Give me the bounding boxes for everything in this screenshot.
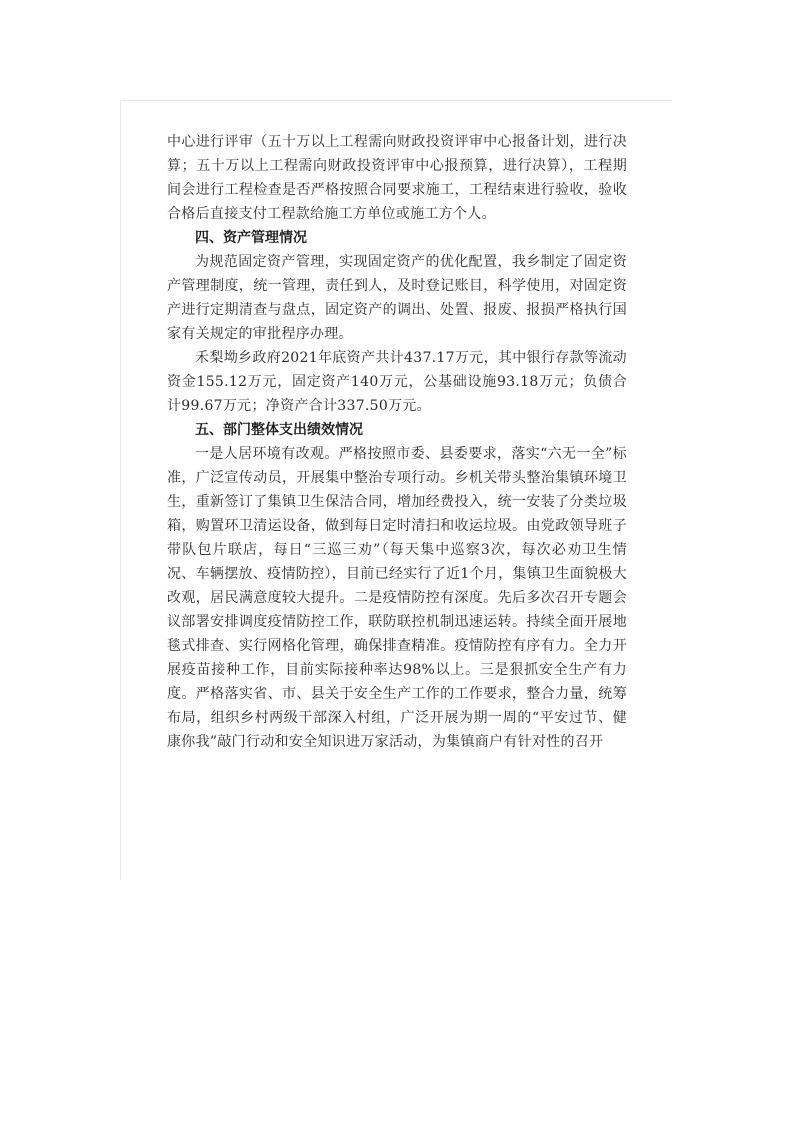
paragraph-continued: 中心进行评审（五十万以上工程需向财政投资评审中心报备计划，进行决算；五十万以上工程需向财政投资评审中心报预算，进行决算），工程期间会进行工程检查是否严格按照合同要求施工，工程结束进行验收，验收合格后直接支付工程款给施工方单位或施工方个人。 — [167, 134, 627, 222]
paragraph-asset-management: 为规范固定资产管理，实现固定资产的优化配置，我乡制定了固定资产管理制度，统一管理，责任到人，及时登记账目，科学使用，对固定资产进行定期清查与盘点，固定资产的调出、处置、报废、报损严格执行国家有关规定的审批程序办理。 — [167, 254, 627, 342]
page-edge-left — [120, 100, 121, 880]
document-body — [167, 130, 627, 754]
section-heading-performance: 五、部门整体支出绩效情况 — [195, 422, 363, 438]
paragraph-asset-totals: 禾梨坳乡政府2021年底资产共计437.17万元，其中银行存款等流动资金155.12万元，固定资产140万元，公基础设施93.18万元；负债合计99.67万元；净资产合计337.50万元。 — [167, 350, 627, 414]
page-edge-top — [120, 100, 672, 101]
paragraph-performance: 一是人居环境有改观。严格按照市委、县委要求，落实“六无一全”标准，广泛宣传动员，开展集中整治专项行动。乡机关带头整治集镇环境卫生，重新签订了集镇卫生保洁合同，增加经费投入，统一安装了分类垃圾箱，购置环卫清运设备，做到每日定时清扫和收运垃圾。由党政领导班子带队包片联店，每日“三巡三劝”（每天集中巡察3次，每次必劝卫生情况、车辆摆放、疫情防控），目前已经实行了近1个月，集镇卫生面貌极大改观，居民满意度较大提升。二是疫情防控有深度。先后多次召开专题会议部署安排调度疫情防控工作，联防联控机制迅速运转。持续全面开展地毯式排查、实行网格化管理，确保排查精准。疫情防控有序有力。全力开展疫苗接种工作，目前实际接种率达98%以上。三是狠抓安全生产有力度。严格落实省、市、县关于安全生产工作的工作要求，整合力量，统筹布局，组织乡村两级干部深入村组，广泛开展为期一周的“平安过节、健康你我”敲门行动和安全知识进万家活动，为集镇商户有针对性的召开 — [167, 446, 627, 750]
section-heading-asset-management: 四、资产管理情况 — [195, 230, 307, 246]
